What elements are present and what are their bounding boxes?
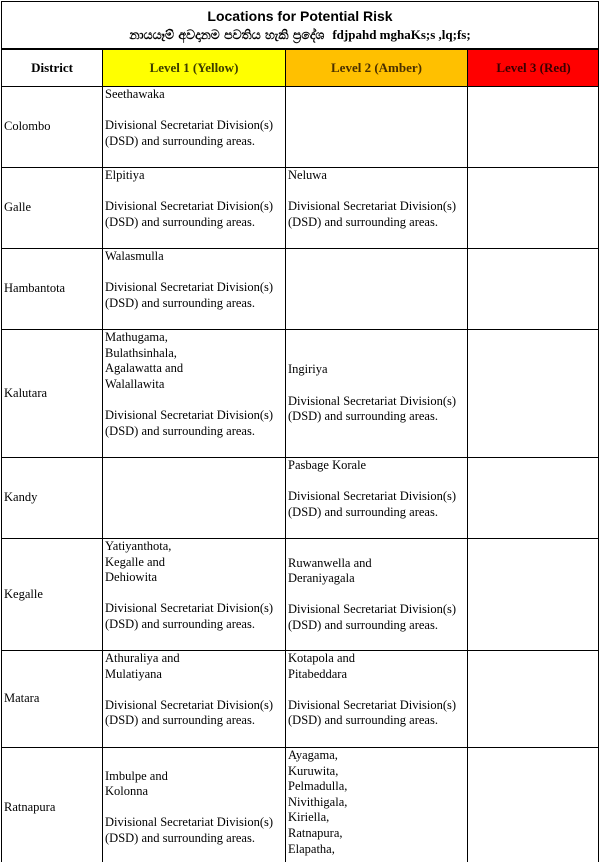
header-district: District [2, 50, 103, 87]
level2-cell: Pasbage Korale Divisional Secretariat Division(s) (DSD) and surrounding areas. [286, 458, 468, 539]
level2-cell: Ruwanwella and Deraniyagala Divisional Secretariat Division(s) (DSD) and surrounding areas. [286, 539, 468, 651]
title-block [2, 2, 598, 49]
level1-cell: Athuraliya and Mulatiyana Divisional Secretariat Division(s) (DSD) and surrounding areas. [103, 651, 286, 748]
table-row [2, 249, 600, 330]
risk-table [1, 49, 599, 862]
header-level3: Level 3 (Red) [468, 50, 600, 87]
district-cell: Galle [2, 168, 103, 249]
district-cell: Ratnapura [2, 748, 103, 862]
risk-document [1, 1, 599, 862]
district-cell: Kalutara [2, 330, 103, 458]
level2-cell: Neluwa Divisional Secretariat Division(s) (DSD) and surrounding areas. [286, 168, 468, 249]
level1-cell: Seethawaka Divisional Secretariat Division(s) (DSD) and surrounding areas. [103, 87, 286, 168]
header-level1: Level 1 (Yellow) [103, 50, 286, 87]
level2-cell: Ingiriya Divisional Secretariat Division(s) (DSD) and surrounding areas. [286, 330, 468, 458]
level3-cell [468, 539, 600, 651]
header-row [2, 50, 600, 87]
level1-cell: Mathugama, Bulathsinhala, Agalawatta and Walallawita Divisional Secretariat Division(s) (DSD) and surrounding areas. [103, 330, 286, 458]
level3-cell [468, 651, 600, 748]
level2-cell [286, 249, 468, 330]
level3-cell [468, 458, 600, 539]
level1-cell: Elpitiya Divisional Secretariat Division(s) (DSD) and surrounding areas. [103, 168, 286, 249]
level2-cell: Ayagama, Kuruwita, Pelmadulla, Nivithigala, Kiriella, Ratnapura, Elapatha, [286, 748, 468, 862]
level3-cell [468, 168, 600, 249]
table-row [2, 87, 600, 168]
level1-cell: Walasmulla Divisional Secretariat Division(s) (DSD) and surrounding areas. [103, 249, 286, 330]
level3-cell [468, 330, 600, 458]
level3-cell [468, 87, 600, 168]
level2-cell [286, 87, 468, 168]
level1-cell [103, 458, 286, 539]
table-row [2, 748, 600, 862]
level1-cell: Imbulpe and Kolonna Divisional Secretariat Division(s) (DSD) and surrounding areas. [103, 748, 286, 862]
level1-cell: Yatiyanthota, Kegalle and Dehiowita Divisional Secretariat Division(s) (DSD) and surrounding areas. [103, 539, 286, 651]
table-row [2, 539, 600, 651]
level2-cell: Kotapola and Pitabeddara Divisional Secretariat Division(s) (DSD) and surrounding areas. [286, 651, 468, 748]
district-cell: Matara [2, 651, 103, 748]
table-row [2, 651, 600, 748]
header-level2: Level 2 (Amber) [286, 50, 468, 87]
document-subtitle [2, 23, 598, 43]
district-cell: Hambantota [2, 249, 103, 330]
level3-cell [468, 249, 600, 330]
district-cell: Kandy [2, 458, 103, 539]
subtitle-sinhala: නායයෑම් අවදානම පවතිය හැකි ප්‍රදේශ [129, 27, 325, 42]
table-row [2, 330, 600, 458]
document-title: Locations for Potential Risk [207, 8, 393, 24]
level3-cell [468, 748, 600, 862]
table-row [2, 168, 600, 249]
district-cell: Colombo [2, 87, 103, 168]
district-cell: Kegalle [2, 539, 103, 651]
table-row [2, 458, 600, 539]
subtitle-legacy-font: fdjpahd mghaKs;s ,lq;fs; [332, 27, 471, 42]
